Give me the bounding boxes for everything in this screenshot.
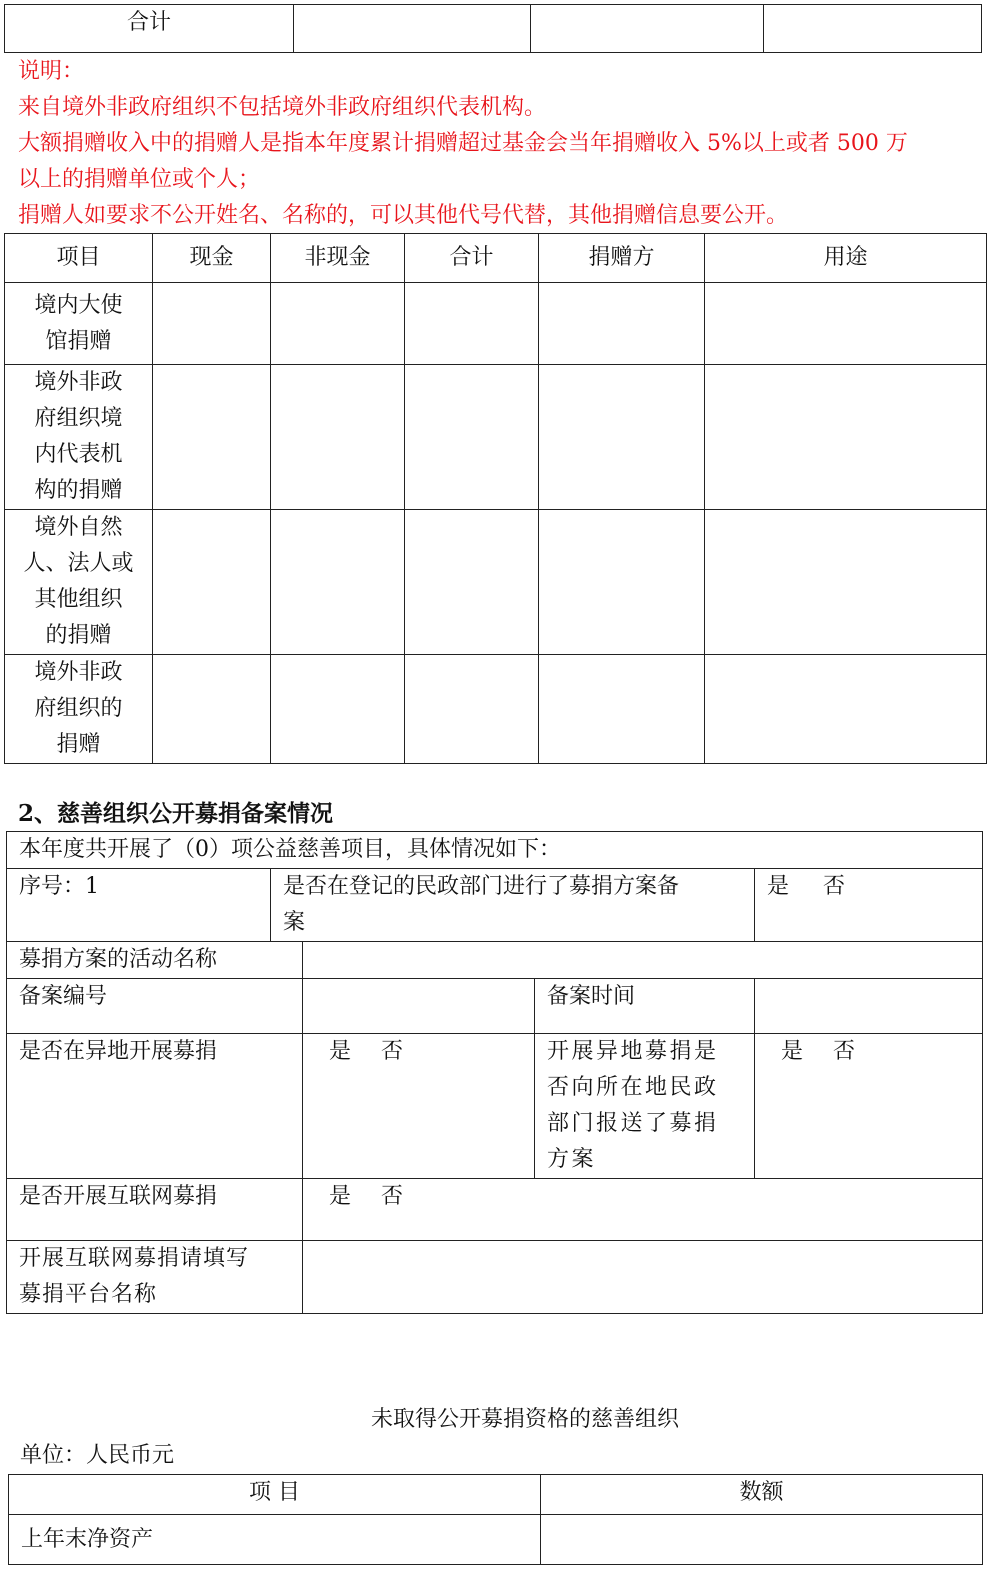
cell-donor bbox=[539, 655, 705, 764]
remote-question: 是否在异地开展募捐 bbox=[19, 1039, 218, 1064]
internet-question: 是否开展互联网募捐 bbox=[19, 1184, 218, 1209]
remote-question-cell bbox=[7, 1034, 303, 1179]
yes-option[interactable]: 是 bbox=[329, 1184, 352, 1209]
header-donor: 捐赠方 bbox=[539, 234, 705, 283]
row-label-ngo-rep: 境外非政 府组织境 内代表机 构的捐赠 bbox=[5, 365, 153, 510]
section3-title: 未取得公开募捐资格的慈善组织 bbox=[370, 1407, 679, 1432]
remote-report-question-cell bbox=[535, 1034, 755, 1179]
notes-line3: 捐赠人如要求不公开姓名、名称的，可以其他代号代替，其他捐赠信息要公开。 bbox=[18, 203, 789, 228]
remote-report-line: 开展异地募捐是 bbox=[547, 1039, 719, 1064]
filed-question-cell bbox=[271, 869, 755, 942]
remote-report-line: 否向所在地民政 bbox=[547, 1075, 719, 1100]
cell-cash bbox=[153, 365, 271, 510]
header-total: 合计 bbox=[405, 234, 539, 283]
yes-option[interactable]: 是 bbox=[329, 1039, 352, 1064]
filing-time-value[interactable] bbox=[755, 979, 983, 1034]
yes-option[interactable]: 是 bbox=[781, 1039, 804, 1064]
total-label-cell bbox=[5, 5, 294, 53]
total-sum-cell bbox=[764, 5, 982, 53]
cell-total bbox=[405, 655, 539, 764]
header-purpose: 用途 bbox=[705, 234, 987, 283]
total-noncash-cell bbox=[531, 5, 764, 53]
intro-text: 本年度共开展了（0）项公益慈善项目，具体情况如下： bbox=[19, 837, 561, 862]
cell-donor bbox=[539, 365, 705, 510]
table-row bbox=[5, 283, 987, 365]
cell-purpose bbox=[705, 283, 987, 365]
table-row bbox=[5, 655, 987, 764]
platform-label-line: 募捐平台名称 bbox=[19, 1282, 158, 1307]
cell-noncash bbox=[271, 365, 405, 510]
cell-purpose bbox=[705, 365, 987, 510]
cell-donor bbox=[539, 510, 705, 655]
no-option[interactable]: 否 bbox=[823, 874, 846, 899]
filed-question-line1: 是否在登记的民政部门进行了募捐方案备 bbox=[283, 874, 680, 899]
no-option[interactable]: 否 bbox=[381, 1039, 404, 1064]
notes-line2a: 大额捐赠收入中的捐赠人是指本年度累计捐赠超过基金会当年捐赠收入 5%以上或者 500 万 bbox=[18, 131, 908, 156]
cell-total bbox=[405, 510, 539, 655]
col-amount-header: 数额 bbox=[541, 1475, 983, 1515]
activity-name-value[interactable] bbox=[303, 942, 983, 979]
internet-question-cell bbox=[7, 1179, 303, 1241]
intro-cell bbox=[7, 832, 983, 869]
cell-cash bbox=[153, 510, 271, 655]
filing-time-label: 备案时间 bbox=[547, 984, 636, 1009]
filing-no-label-cell bbox=[7, 979, 303, 1034]
row-label-embassy: 境内大使 馆捐赠 bbox=[5, 283, 153, 365]
remote-yes-no[interactable] bbox=[303, 1034, 535, 1179]
remote-report-line: 方案 bbox=[547, 1147, 597, 1172]
cell-noncash bbox=[271, 283, 405, 365]
section2-heading: 2、慈善组织公开募捐备案情况 bbox=[18, 800, 334, 827]
donation-header-row bbox=[5, 234, 987, 283]
filing-no-label: 备案编号 bbox=[19, 984, 108, 1009]
platform-value[interactable] bbox=[303, 1241, 983, 1314]
table-row bbox=[5, 365, 987, 510]
net-assets-table bbox=[8, 1474, 983, 1565]
header-noncash: 非现金 bbox=[271, 234, 405, 283]
remote-report-line: 部门报送了募捐 bbox=[547, 1111, 719, 1136]
total-cash-cell bbox=[294, 5, 531, 53]
serial-number: 序号：1 bbox=[19, 874, 99, 899]
filing-no-value[interactable] bbox=[303, 979, 535, 1034]
row-label-foreign-persons: 境外自然 人、法人或 其他组织 的捐赠 bbox=[5, 510, 153, 655]
serial-cell bbox=[7, 869, 271, 942]
filing-time-label-cell bbox=[535, 979, 755, 1034]
total-label: 合计 bbox=[126, 10, 171, 35]
no-option[interactable]: 否 bbox=[381, 1184, 404, 1209]
internet-yes-no[interactable] bbox=[303, 1179, 983, 1241]
activity-name-label-cell bbox=[7, 942, 303, 979]
cell-cash bbox=[153, 283, 271, 365]
cell-cash bbox=[153, 655, 271, 764]
row-label-foreign-ngo: 境外非政 府组织的 捐赠 bbox=[5, 655, 153, 764]
cell-donor bbox=[539, 283, 705, 365]
cell-purpose bbox=[705, 510, 987, 655]
col-item-header: 项 目 bbox=[9, 1475, 541, 1515]
filed-question-line2: 案 bbox=[283, 910, 306, 935]
header-item: 项目 bbox=[5, 234, 153, 283]
notes-line2b: 以上的捐赠单位或个人； bbox=[18, 167, 261, 192]
header-cash: 现金 bbox=[153, 234, 271, 283]
donation-table bbox=[4, 233, 987, 764]
no-option[interactable]: 否 bbox=[833, 1039, 856, 1064]
cell-total bbox=[405, 365, 539, 510]
yes-option[interactable]: 是 bbox=[767, 874, 790, 899]
prior-year-net-assets-label: 上年末净资产 bbox=[9, 1515, 541, 1565]
table-row bbox=[5, 510, 987, 655]
cell-noncash bbox=[271, 655, 405, 764]
platform-label-cell bbox=[7, 1241, 303, 1314]
cell-purpose bbox=[705, 655, 987, 764]
remote-report-yes-no[interactable] bbox=[755, 1034, 983, 1179]
prior-year-net-assets-value[interactable] bbox=[541, 1515, 983, 1565]
top-summary-table bbox=[4, 4, 982, 53]
unit-label: 单位：人民币元 bbox=[20, 1443, 175, 1468]
activity-name-label: 募捐方案的活动名称 bbox=[19, 947, 218, 972]
notes-title: 说明： bbox=[18, 59, 85, 84]
filed-yes-no[interactable] bbox=[755, 869, 983, 942]
cell-noncash bbox=[271, 510, 405, 655]
fundraising-filing-table bbox=[6, 831, 983, 1314]
cell-total bbox=[405, 283, 539, 365]
notes-line1: 来自境外非政府组织不包括境外非政府组织代表机构。 bbox=[18, 95, 547, 120]
platform-label-line: 开展互联网募捐请填写 bbox=[19, 1246, 250, 1271]
